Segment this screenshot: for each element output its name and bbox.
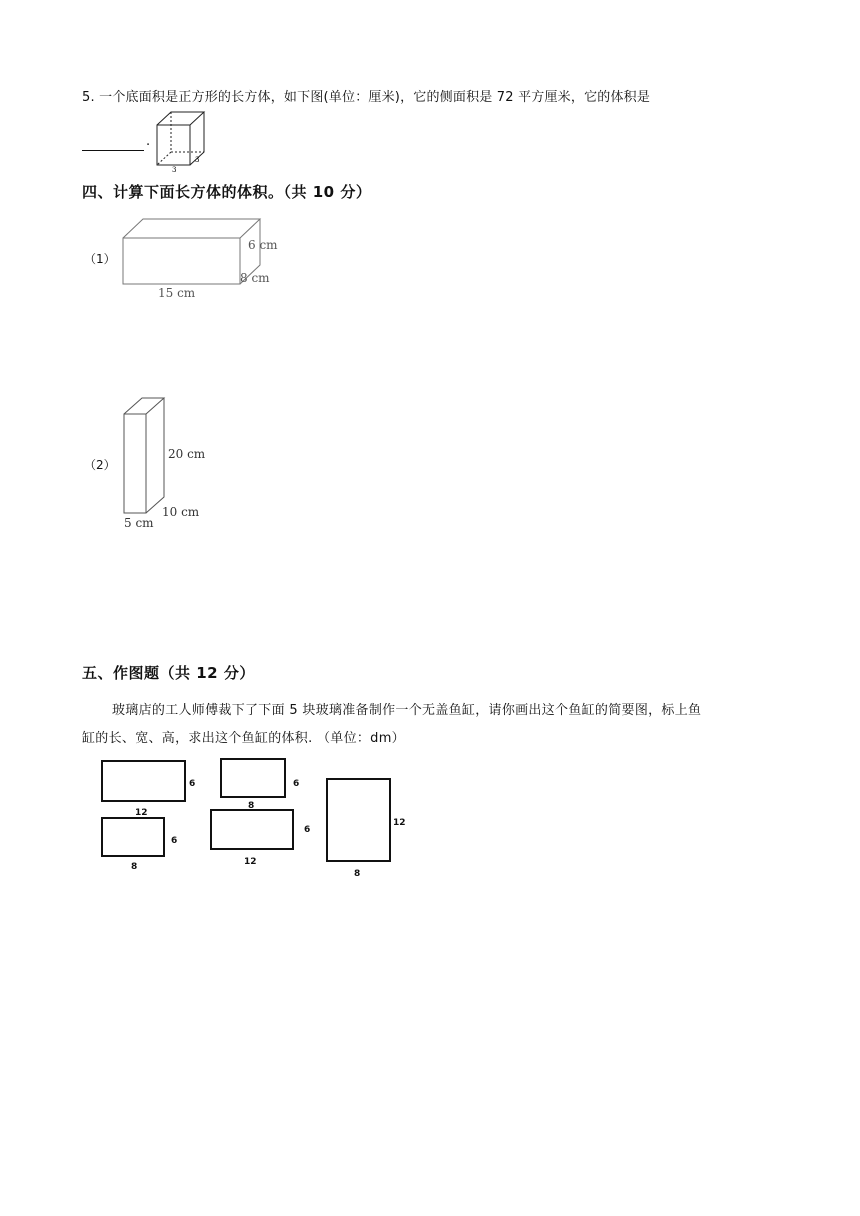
cube-label-side: 3 bbox=[195, 156, 200, 164]
piece-2-length: 8 bbox=[248, 801, 255, 811]
piece-5-length: 8 bbox=[354, 869, 361, 879]
section-5-paragraph-line-1: 玻璃店的工人师傅裁下了下面 5 块玻璃准备制作一个无盖鱼缸，请你画出这个鱼缸的简要图，标上鱼 bbox=[112, 703, 702, 718]
cuboid-figure-2 bbox=[118, 394, 218, 534]
section-4-heading: 四、计算下面长方体的体积。（共 10 分） bbox=[82, 183, 372, 201]
cuboid-1-width-label: 8 cm bbox=[240, 271, 270, 285]
cuboid-front-face bbox=[157, 125, 190, 165]
section-5-heading: 五、作图题（共 12 分） bbox=[82, 664, 255, 682]
cuboid-figure-1 bbox=[118, 215, 288, 303]
cuboid-2-top bbox=[124, 398, 164, 414]
piece-4-width: 6 bbox=[304, 825, 311, 835]
piece-4-length: 12 bbox=[244, 857, 257, 867]
answer-blank[interactable] bbox=[82, 136, 144, 151]
cuboid-2-width-label: 10 cm bbox=[162, 505, 200, 519]
cuboid-1-length-label: 15 cm bbox=[158, 286, 196, 300]
cuboid-1-top bbox=[123, 219, 260, 238]
glass-piece-5 bbox=[327, 779, 390, 861]
glass-piece-1 bbox=[102, 761, 185, 801]
piece-5-width: 12 bbox=[393, 818, 406, 828]
piece-2-width: 6 bbox=[293, 779, 300, 789]
piece-3-width: 6 bbox=[171, 836, 178, 846]
glass-piece-4 bbox=[211, 810, 293, 849]
cuboid-top-face bbox=[157, 112, 204, 125]
question-5-text: 5. 一个底面积是正方形的长方体，如下图(单位：厘米)，它的侧面积是 72 平方厘米，它的体积是 bbox=[82, 90, 651, 105]
cuboid-1-front bbox=[123, 238, 240, 284]
cuboid-2-front bbox=[124, 414, 146, 513]
piece-1-length: 12 bbox=[135, 808, 148, 818]
glass-piece-2 bbox=[221, 759, 285, 797]
item-2-marker: （2） bbox=[84, 458, 116, 472]
cuboid-2-side bbox=[146, 398, 164, 513]
section-5-paragraph-line-2: 缸的长、宽、高，求出这个鱼缸的体积. （单位：dm） bbox=[82, 731, 405, 746]
cuboid-2-length-label: 5 cm bbox=[124, 516, 154, 530]
piece-1-width: 6 bbox=[189, 779, 196, 789]
answer-period: . bbox=[146, 134, 151, 149]
cube-label-bottom: 3 bbox=[172, 166, 177, 174]
glass-piece-3 bbox=[102, 818, 164, 856]
item-1-marker: （1） bbox=[84, 252, 116, 266]
cuboid-figure-q5 bbox=[154, 108, 206, 174]
glass-pieces-figure bbox=[95, 752, 415, 884]
cuboid-2-height-label: 20 cm bbox=[168, 447, 206, 461]
cuboid-1-height-label: 6 cm bbox=[248, 238, 278, 252]
piece-3-length: 8 bbox=[131, 862, 138, 872]
